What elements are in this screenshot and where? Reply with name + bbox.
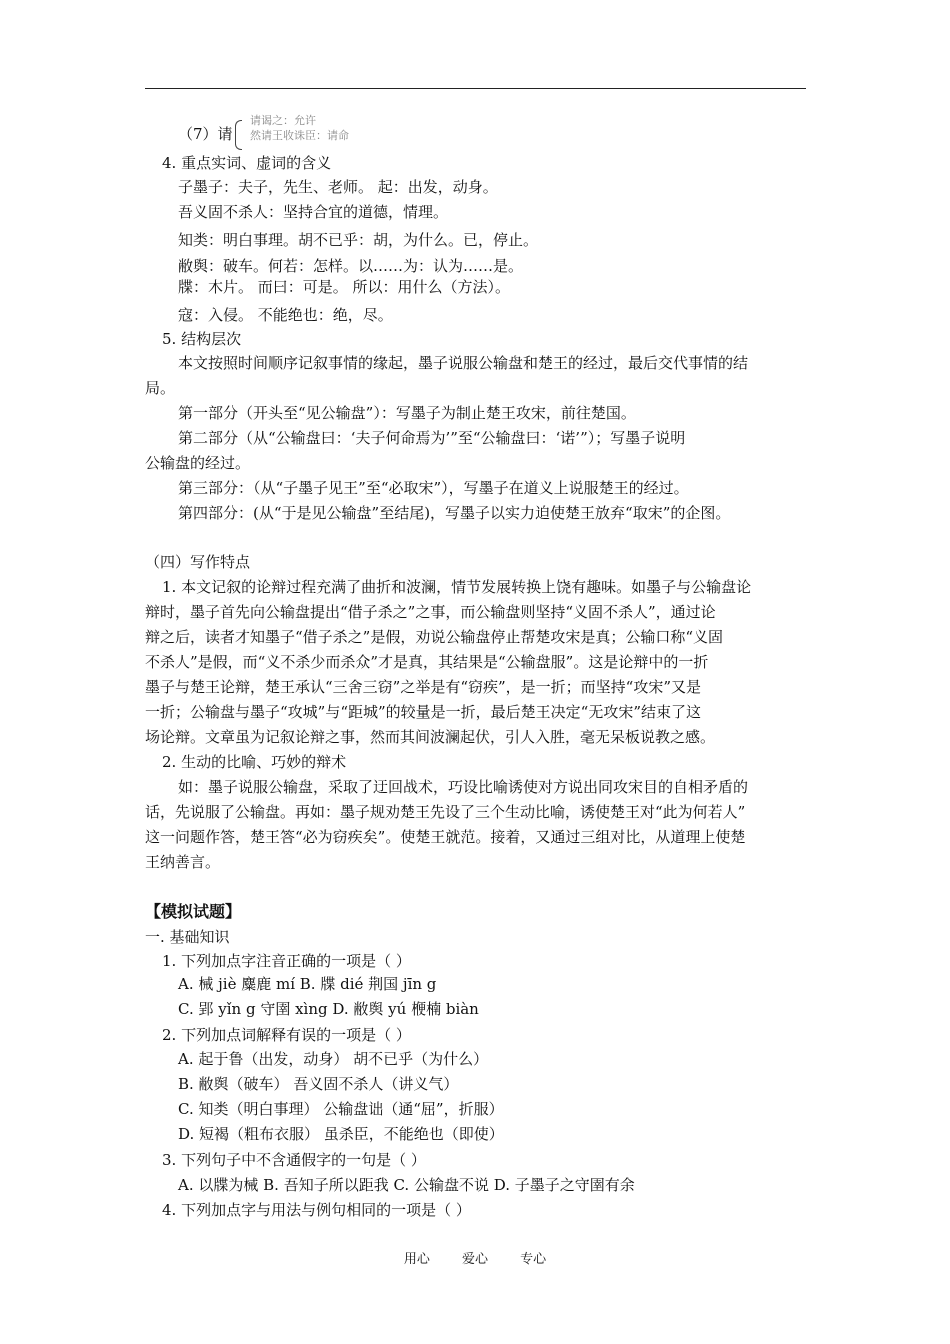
s5-part-4: 第四部分：(从“于是见公输盘”至结尾)，写墨子以实力迫使楚王放弃“取宋”的企图。	[178, 504, 731, 522]
s4-line-5: 牒：木片。 而曰：可是。 所以：用什么（方法）。	[178, 278, 511, 296]
header-rule	[145, 88, 806, 89]
feature-2-line: 如：墨子说服公输盘，采取了迂回战术，巧设比喻诱使对方说出同攻宋目的自相矛盾的	[178, 778, 749, 796]
question-2-option-a: A. 起于鲁（出发，动身） 胡不已乎（为什么）	[178, 1050, 489, 1068]
feature-1-line: 不杀人”是假，而“义不杀少而杀众”才是真，其结果是“公输盘服”。这是论辩中的一折	[145, 653, 709, 671]
feature-1-line: 一折；公输盘与墨子“攻城”与“距城”的较量是一折，最后楚王决定“无攻宋”结束了这	[145, 703, 702, 721]
question-3: 3. 下列句子中不含通假字的一句是（ ）	[162, 1151, 426, 1169]
exam-heading: 【模拟试题】	[145, 902, 242, 921]
s5-part-1: 第一部分（开头至“见公输盘”）：写墨子为制止楚王攻宋，前往楚国。	[178, 404, 636, 422]
feature-2-line: 这一问题作答，楚王答“必为窃疾矣”。使楚王就范。接着，又通过三组对比，从道理上使楚	[145, 828, 746, 846]
question-1-options-ab: A. 械 jiè 麋鹿 mí B. 牒 dié 荆国 jīn g	[178, 975, 437, 993]
s4-line-1: 子墨子：夫子，先生、老师。 起：出发，动身。	[178, 178, 498, 196]
feature-1-line: 墨子与楚王论辩，楚王承认“三舍三窃”之举是有“窃疾”，是一折；而坚持“攻宋”又是	[145, 678, 702, 696]
question-3-options: A. 以牒为械 B. 吾知子所以距我 C. 公输盘不说 D. 子墨子之守圉有余	[178, 1176, 635, 1194]
feature-2-line: 话，先说服了公输盘。再如：墨子规劝楚王先设了三个生动比喻，诱使楚王对“此为何若人”	[145, 803, 746, 821]
s5-part-2a: 第二部分（从“公输盘曰：‘夫子何命焉为’”至“公输盘曰：‘诺’”）；写墨子说明	[178, 429, 686, 447]
item-7-sense-2: 然请王收诛臣：请命	[250, 129, 349, 142]
item-7-sense-1: 请谒之：允许	[250, 114, 316, 127]
feature-2-line: 王纳善言。	[145, 853, 221, 871]
s5-part-3: 第三部分：（从“子墨子见王”至“必取宋”），写墨子在道义上说服楚王的经过。	[178, 479, 689, 497]
feature-2-title: 2. 生动的比喻、巧妙的辩术	[162, 753, 347, 771]
exam-part-1: 一. 基础知识	[145, 928, 230, 946]
brace-icon	[235, 120, 242, 150]
footer-word-1: 用心	[403, 1252, 430, 1267]
footer-word-3: 专心	[520, 1252, 547, 1267]
item-7	[178, 120, 246, 150]
question-4: 4. 下列加点字与用法与例句相同的一项是（ ）	[162, 1201, 471, 1219]
feature-1-line: 辩之后，读者才知墨子“借子杀之”是假，劝说公输盘停止帮楚攻宋是真；公输口称“义固	[145, 628, 724, 646]
features-title: （四）写作特点	[145, 553, 251, 571]
question-1: 1. 下列加点字注音正确的一项是（ ）	[162, 952, 411, 970]
footer-word-2: 爱心	[461, 1252, 488, 1267]
question-2: 2. 下列加点词解释有误的一项是（ ）	[162, 1026, 411, 1044]
question-2-option-b: B. 敝舆（破车） 吾义固不杀人（讲义气）	[178, 1075, 459, 1093]
s4-line-4: 敝舆：破车。何若：怎样。以……为：认为……是。	[178, 257, 524, 275]
page-footer	[0, 1248, 950, 1267]
section-5-title: 5. 结构层次	[162, 330, 242, 348]
s4-line-3: 知类：明白事理。胡不已乎：胡，为什么。已，停止。	[178, 231, 539, 249]
s5-p1a: 本文按照时间顺序记叙事情的缘起，墨子说服公输盘和楚王的经过，最后交代事情的结	[178, 354, 749, 372]
s4-line-2: 吾义固不杀人：坚持合宜的道德，情理。	[178, 203, 449, 221]
question-2-option-d: D. 短褐（粗布衣服） 虽杀臣，不能绝也（即使）	[178, 1125, 504, 1143]
feature-1-line: 1. 本文记叙的论辩过程充满了曲折和波澜，情节发展转换上饶有趣味。如墨子与公输盘论	[162, 578, 752, 596]
section-4-title: 4. 重点实词、虚词的含义	[162, 154, 332, 172]
question-1-options-cd: C. 郢 yǐn g 守圉 xìng D. 敝舆 yú 楩楠 biàn	[178, 1000, 479, 1018]
question-2-option-c: C. 知类（明白事理） 公输盘诎（通“屈”，折服）	[178, 1100, 504, 1118]
feature-1-line: 场论辩。文章虽为记叙论辩之事，然而其间波澜起伏，引人入胜，毫无呆板说教之感。	[145, 728, 716, 746]
s4-line-6: 寇：入侵。 不能绝也：绝，尽。	[178, 306, 393, 324]
item-7-label: （7）请	[178, 125, 233, 143]
feature-1-line: 辩时，墨子首先向公输盘提出“借子杀之”之事，而公输盘则坚持“义固不杀人”，通过论	[145, 603, 716, 621]
s5-p1b: 局。	[145, 379, 176, 397]
s5-part-2b: 公输盘的经过。	[145, 454, 251, 472]
